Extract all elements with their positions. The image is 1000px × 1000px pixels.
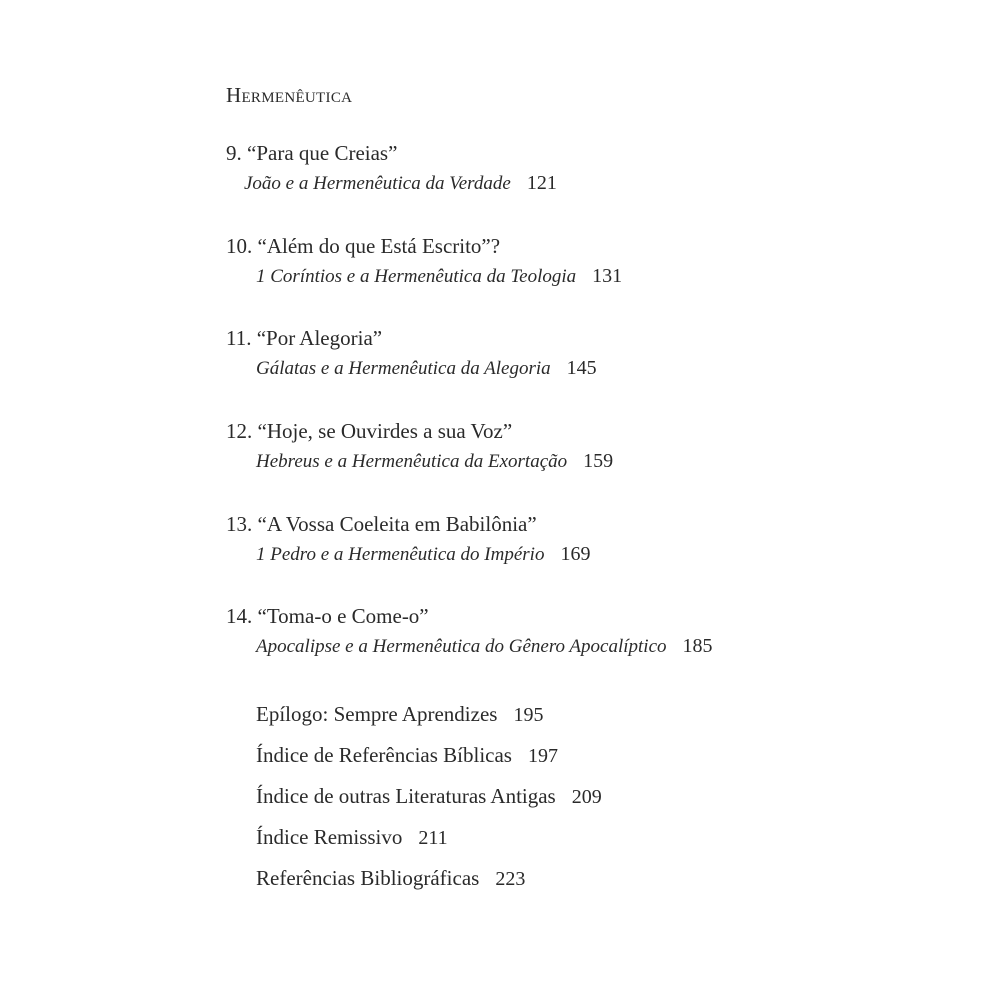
back-item-label: Índice de outras Literaturas Antigas [256,784,556,808]
page-number: 197 [527,745,558,767]
running-head: Hermenêutica [226,83,353,107]
chapter-subtitle-line [226,448,613,475]
page-number: 195 [513,704,544,726]
back-item-label: Referências Bibliográficas [256,866,480,890]
chapter-title: 10. “Além do que Está Escrito”? [226,234,501,258]
page-number: 131 [592,265,623,287]
toc-chapter-9 [226,140,557,197]
toc-back-item [256,865,602,906]
chapter-title: 14. “Toma-o e Come-o” [226,604,429,628]
chapter-subtitle: João e a Hermenêutica da Verdade [244,173,511,194]
toc-back-item [256,824,602,865]
toc-chapter-13 [226,511,590,568]
chapter-subtitle-line [226,263,622,290]
toc-back-item [256,701,602,742]
page-number: 211 [418,827,448,849]
page-number: 185 [682,635,713,657]
back-matter-list [256,701,602,906]
page-number: 159 [583,450,614,472]
toc-chapter-10 [226,233,622,290]
chapter-subtitle: 1 Pedro e a Hermenêutica do Império [256,544,545,565]
chapter-subtitle: Gálatas e a Hermenêutica da Alegoria [256,358,551,379]
chapter-subtitle: Hebreus e a Hermenêutica da Exortação [256,451,568,472]
chapter-subtitle-line [226,355,597,382]
chapter-title: 11. “Por Alegoria” [226,326,383,350]
chapter-title: 13. “A Vossa Coeleita em Babilônia” [226,512,537,536]
toc-back-item [256,783,602,824]
back-item-label: Índice de Referências Bíblicas [256,743,512,767]
back-item-label: Índice Remissivo [256,825,403,849]
chapter-subtitle: Apocalipse e a Hermenêutica do Gênero Apocalíptico [256,636,667,657]
toc-chapter-11 [226,325,597,382]
chapter-subtitle-line [226,541,590,568]
chapter-title: 12. “Hoje, se Ouvirdes a sua Voz” [226,419,513,443]
page-number: 209 [571,786,602,808]
chapter-subtitle-line [226,170,557,197]
toc-back-item [256,742,602,783]
page-number: 145 [566,357,597,379]
chapter-subtitle: 1 Coríntios e a Hermenêutica da Teologia [256,266,577,287]
page-number: 223 [495,868,526,890]
chapter-subtitle-line [226,633,713,660]
toc-chapter-12 [226,418,613,475]
back-item-label: Epílogo: Sempre Aprendizes [256,702,498,726]
toc-chapter-14 [226,603,713,660]
chapter-title: 9. “Para que Creias” [226,141,398,165]
page-number: 169 [560,543,591,565]
page-number: 121 [526,172,557,194]
